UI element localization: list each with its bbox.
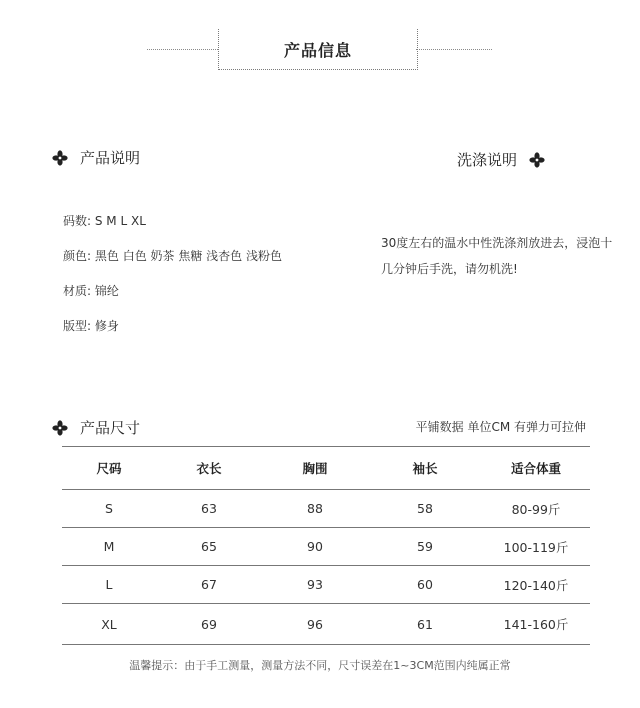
table-cell: L: [62, 566, 156, 604]
info-value: 黑色 白色 奶茶 焦糖 浅杏色 浅粉色: [94, 249, 282, 263]
size-heading: [52, 417, 140, 438]
table-cell: 93: [262, 566, 368, 604]
info-value: S M L XL: [94, 214, 146, 228]
col-header: 袖长: [368, 447, 482, 490]
product-desc-title: 产品说明: [80, 149, 141, 167]
col-header: 适合体重: [482, 447, 590, 490]
table-cell: 67: [156, 566, 262, 604]
col-header: 尺码: [62, 447, 156, 490]
info-row-fit: [63, 317, 119, 334]
table-cell: 59: [368, 528, 482, 566]
info-row-size: [63, 212, 146, 229]
wash-title: 洗涤说明: [457, 151, 518, 169]
table-cell: 88: [262, 490, 368, 528]
table-row: [62, 604, 590, 645]
table-cell: 80-99斤: [482, 490, 590, 528]
info-label: 版型:: [63, 319, 92, 333]
info-value: 锦纶: [94, 284, 119, 298]
table-cell: 96: [262, 604, 368, 645]
wash-text: 30度左右的温水中性洗涤剂放进去，浸泡十几分钟后手洗，请勿机洗!: [381, 236, 613, 276]
table-cell: 90: [262, 528, 368, 566]
header-title-box: [218, 29, 418, 70]
table-cell: 58: [368, 490, 482, 528]
table-cell: M: [62, 528, 156, 566]
page-title: 产品信息: [283, 40, 352, 60]
table-row: [62, 490, 590, 528]
table-cell: 100-119斤: [482, 528, 590, 566]
size-note: 平铺数据 单位CM 有弹力可拉伸: [415, 420, 586, 434]
header-left-line: [147, 49, 218, 50]
table-cell: 141-160斤: [482, 604, 590, 645]
flower-icon: [52, 420, 68, 436]
table-cell: 69: [156, 604, 262, 645]
table-row: [62, 566, 590, 604]
table-cell: 61: [368, 604, 482, 645]
size-table: [62, 446, 590, 645]
table-row: [62, 528, 590, 566]
wash-heading: [457, 149, 545, 170]
info-label: 材质:: [63, 284, 92, 298]
info-label: 颜色:: [63, 249, 92, 263]
info-row-color: [63, 247, 282, 264]
info-label: 码数:: [63, 214, 92, 228]
info-value: 修身: [94, 319, 119, 333]
table-cell: 63: [156, 490, 262, 528]
table-cell: XL: [62, 604, 156, 645]
flower-icon: [52, 150, 68, 166]
header-right-line: [416, 49, 492, 50]
size-title: 产品尺寸: [80, 419, 141, 437]
info-row-material: [63, 282, 119, 299]
product-desc-heading: [52, 147, 140, 168]
flower-icon: [529, 152, 545, 168]
table-cell: 60: [368, 566, 482, 604]
measurement-tip: 温馨提示：由于手工测量，测量方法不同，尺寸误差在1~3CM范围内纯属正常: [129, 659, 511, 672]
col-header: 衣长: [156, 447, 262, 490]
table-cell: 65: [156, 528, 262, 566]
table-cell: S: [62, 490, 156, 528]
table-header-row: [62, 447, 590, 490]
col-header: 胸围: [262, 447, 368, 490]
table-cell: 120-140斤: [482, 566, 590, 604]
